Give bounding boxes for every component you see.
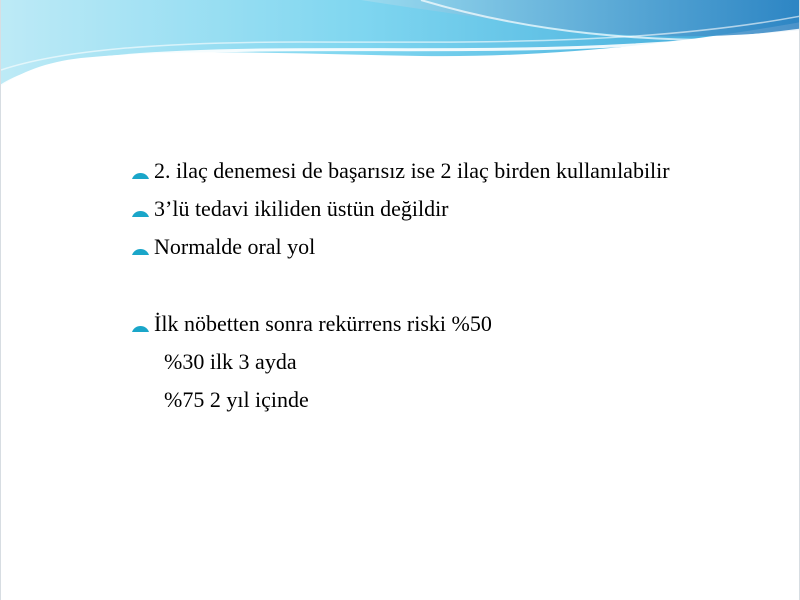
sub-item-text: %75 2 yıl içinde: [164, 387, 309, 412]
bullet-icon: [131, 201, 150, 217]
bullet-icon: [131, 239, 150, 255]
sub-item-text: %30 ilk 3 ayda: [164, 349, 297, 374]
bullet-text: Normalde oral yol: [154, 234, 316, 259]
bullet-icon: [131, 163, 150, 179]
bullet-text: 3’lü tedavi ikiliden üstün değildir: [154, 196, 449, 221]
header-wave-decoration: [1, 0, 800, 100]
bullet-text: İlk nöbetten sonra rekürrens riski %50: [154, 311, 492, 336]
sub-item: [131, 381, 796, 419]
bullet-text: 2. ilaç denemesi de başarısız ise 2 ilaç birden kullanılabilir: [154, 158, 670, 183]
sub-item: [131, 343, 796, 381]
bullet-item: [131, 228, 796, 266]
slide-content: [131, 152, 796, 419]
bullet-icon: [131, 316, 150, 332]
bullet-item: [131, 305, 796, 343]
bullet-item: [131, 190, 796, 228]
bullet-item: [131, 152, 796, 190]
